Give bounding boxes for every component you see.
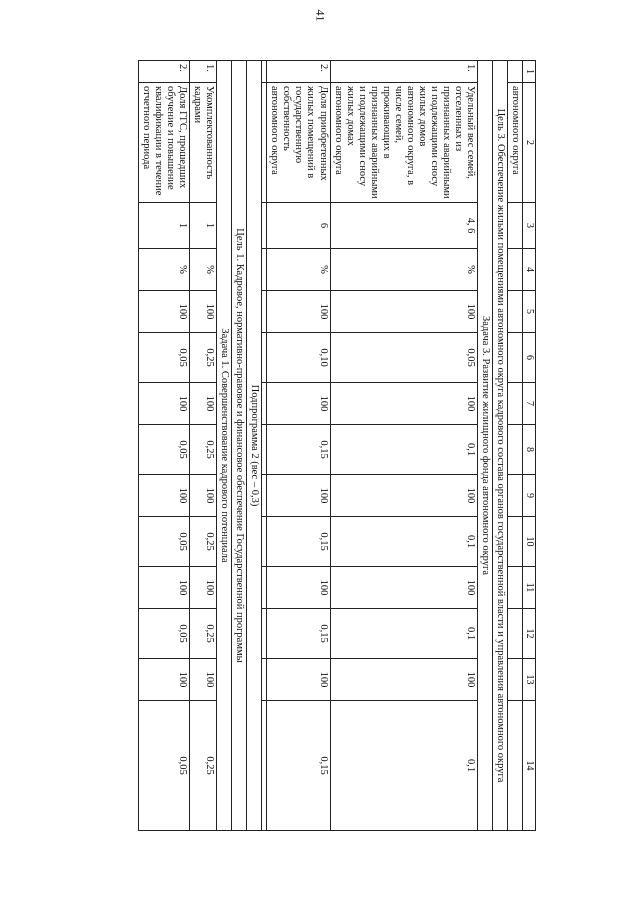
table-cell: 6: [267, 203, 330, 249]
continuation-row: [508, 61, 523, 831]
table-cell: 1: [138, 203, 189, 249]
row-number-cell: 1.: [330, 61, 478, 83]
task-row: [478, 61, 493, 831]
indicator-name-cell: автономного округа: [508, 83, 523, 203]
indicator-name-cell: Удельный вес семей, отселенных из признанных аварийными и подлежащими сносу жилых домов автономного округа, в числе семей, проживающих в признанных аварийными и подлежащими сносу жилых домах автономного округа: [330, 83, 478, 203]
table-cell: 100: [330, 291, 478, 333]
header-cell: 1: [523, 61, 536, 83]
goal-row: [232, 61, 247, 831]
table-row: [330, 61, 478, 831]
table-cell: %: [189, 249, 216, 291]
header-cell: 3: [523, 203, 536, 249]
table-cell: 0,05: [138, 333, 189, 383]
table-cell: 100: [267, 567, 330, 609]
subprogram-row: [247, 61, 262, 831]
table-cell: 4, 6: [330, 203, 478, 249]
table-cell: 100: [330, 567, 478, 609]
table-cell: 0,15: [267, 517, 330, 567]
table-cell: 100: [138, 659, 189, 701]
table-cell: 0,05: [138, 609, 189, 659]
goal-3-heading: Цель 3. Обеспечение жильми помещениями автономного округа кадрового состава органов государственной власти и управления автономного округа: [493, 61, 508, 831]
table-cell: 100: [189, 291, 216, 333]
table-cell: 0,1: [330, 609, 478, 659]
table-cell: 100: [138, 567, 189, 609]
spacer-row: [262, 61, 267, 831]
table-cell: 0,25: [189, 517, 216, 567]
table-cell: %: [330, 249, 478, 291]
task-1-heading: Задача 1. Совершенствование кадрового потенциала: [217, 61, 232, 831]
table-cell: 0,05: [138, 517, 189, 567]
header-cell: 9: [523, 475, 536, 517]
table-cell: 100: [267, 475, 330, 517]
header-cell: 2: [523, 83, 536, 203]
table-cell: 0,10: [267, 333, 330, 383]
table-cell: 0,25: [189, 701, 216, 831]
table-cell: 0,1: [330, 425, 478, 475]
table-cell: 0,15: [267, 609, 330, 659]
table-cell: %: [138, 249, 189, 291]
table-cell: 100: [267, 659, 330, 701]
subprogram-2-heading: Подпрограмма 2 (вес – 0,3): [247, 61, 262, 831]
task-row: [217, 61, 232, 831]
table-cell: 100: [189, 383, 216, 425]
indicator-name-cell: Доля ГГС, прошедших обучение и повышение квалификации в течение отчетного периода: [138, 83, 189, 203]
table-cell: 100: [138, 383, 189, 425]
task-3-heading: Задача 3. Развитие жилищного фонда автономного округа: [478, 61, 493, 831]
table-cell: 0,25: [189, 609, 216, 659]
table-cell: 100: [330, 383, 478, 425]
row-number-cell: 2.: [138, 61, 189, 83]
table-row: [267, 61, 330, 831]
table-cell: %: [267, 249, 330, 291]
indicator-name-cell: Укомплектованность кадрами: [189, 83, 216, 203]
header-row: [523, 61, 536, 831]
table-cell: 0,05: [330, 333, 478, 383]
table-cell: 100: [330, 475, 478, 517]
header-cell: 5: [523, 291, 536, 333]
row-number-cell: [508, 61, 523, 83]
table-cell: 0,25: [189, 333, 216, 383]
header-cell: 10: [523, 517, 536, 567]
goal-1-heading: Цель 1. Кадровое, нормативно-правовое и финансовое обеспечение Государственной программы: [232, 61, 247, 831]
table-cell: 0,1: [330, 517, 478, 567]
table-row: [189, 61, 216, 831]
rotated-table-container: [92, 60, 536, 830]
table-cell: 0,15: [267, 701, 330, 831]
table-cell: 100: [267, 291, 330, 333]
table-cell: 1: [189, 203, 216, 249]
table-row: [138, 61, 189, 831]
indicators-table: [138, 60, 536, 831]
row-number-cell: 1.: [189, 61, 216, 83]
page-number: 41: [313, 9, 328, 22]
header-cell: 14: [523, 701, 536, 831]
table-cell: 100: [267, 383, 330, 425]
table-cell: 100: [189, 475, 216, 517]
table-cell: 0,25: [189, 425, 216, 475]
header-cell: 12: [523, 609, 536, 659]
goal-row: [493, 61, 508, 831]
header-cell: 13: [523, 659, 536, 701]
table-cell: 100: [330, 659, 478, 701]
table-cell: 0,05: [138, 701, 189, 831]
table-cell: 100: [138, 475, 189, 517]
header-cell: 6: [523, 333, 536, 383]
row-number-cell: 2.: [267, 61, 330, 83]
table-cell: 100: [138, 291, 189, 333]
table-cell: 0,05: [138, 425, 189, 475]
table-cell: 100: [189, 659, 216, 701]
header-cell: 4: [523, 249, 536, 291]
table-cell: 100: [189, 567, 216, 609]
table-cell: 0,1: [330, 701, 478, 831]
header-cell: 11: [523, 567, 536, 609]
header-cell: 8: [523, 425, 536, 475]
table-cell: 0,15: [267, 425, 330, 475]
header-cell: 7: [523, 383, 536, 425]
indicator-name-cell: Доля приобретенных жилых помещений в государственную собственность автономного округа: [267, 83, 330, 203]
